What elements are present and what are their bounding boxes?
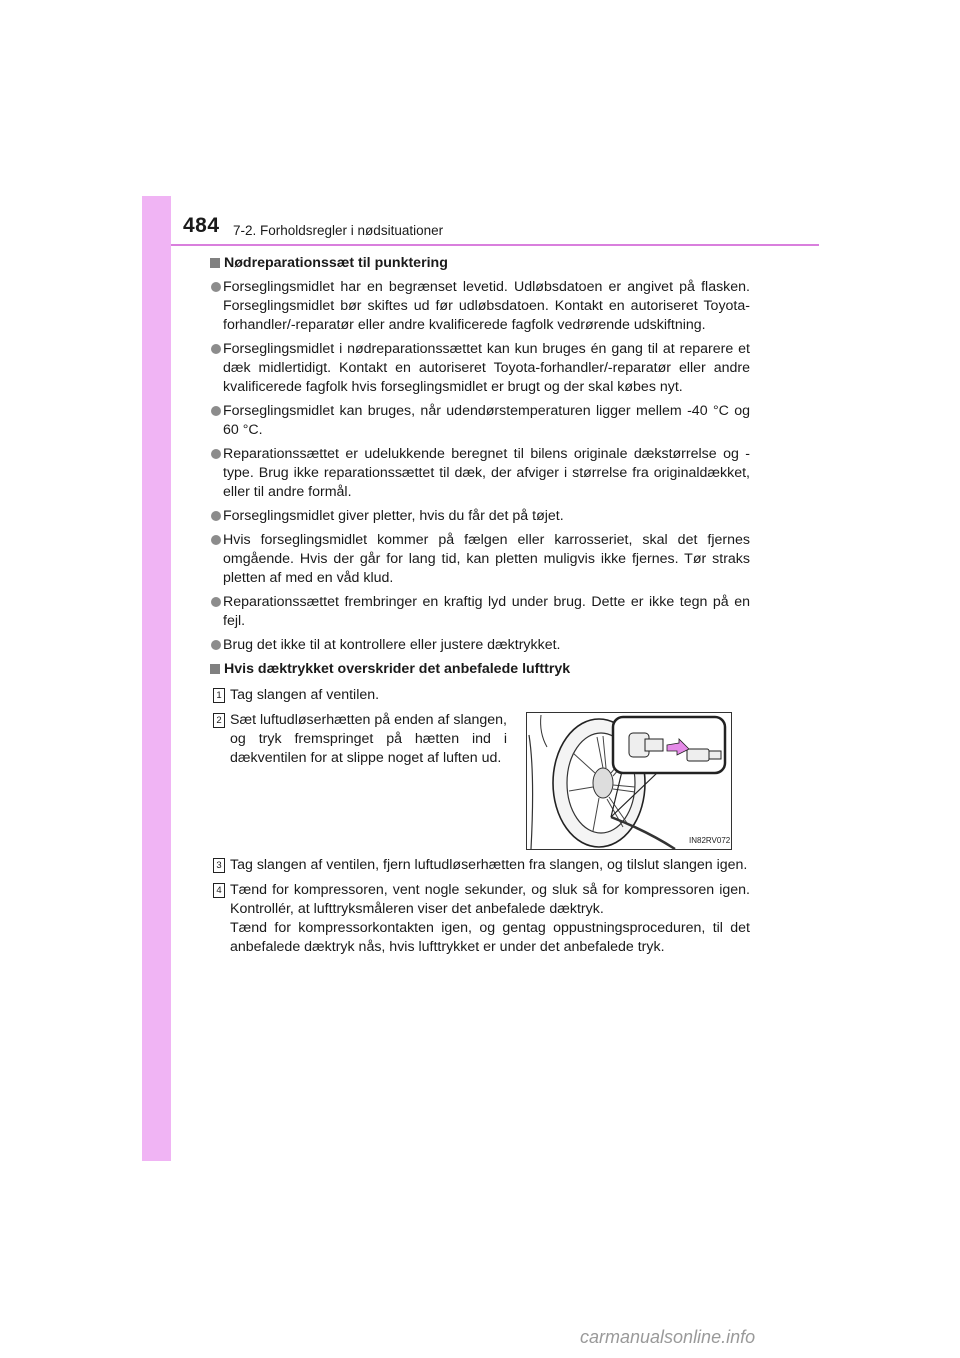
circle-bullet-icon	[211, 282, 221, 292]
circle-bullet-icon	[211, 640, 221, 650]
circle-bullet-icon	[211, 597, 221, 607]
step-item: 4 Tænd for kompressoren, vent nogle sekunder, og sluk så for kompressoren igen. Kontrollér, at lufttryksmåleren viser det anbefalede dæktryk. Tænd for kompressorkontakten igen, og gentag oppustningsproceduren, til det anbefalede dæktryk nås, hvis lufttrykket er under det anbefalede tryk.	[210, 881, 750, 957]
page-number: 484	[183, 214, 220, 237]
list-item: Forseglingsmidlet giver pletter, hvis du får det på tøjet.	[210, 507, 750, 526]
section-title: Hvis dæktrykket overskrider det anbefalede lufttryk	[210, 660, 750, 679]
circle-bullet-icon	[211, 535, 221, 545]
section-tab-band	[142, 196, 171, 1161]
step-number: 3	[213, 858, 225, 873]
running-header: 7-2. Forholdsregler i nødsituationer	[233, 223, 444, 238]
step-item: 2 Sæt luftudløserhætten på enden af slangen, og tryk fremspringet på hætten ind i dækventilen for at slippe noget af luften ud.	[210, 711, 507, 768]
circle-bullet-icon	[211, 449, 221, 459]
list-item: Forseglingsmidlet har en begrænset levetid. Udløbsdatoen er angivet på flasken. Forseglingsmidlet bør skiftes ud før udløbsdatoen. Kontakt en autoriseret Toyota-forhandler/-reparatør eller andre kvalificerede fagfolk vedrørende udskiftning.	[210, 278, 750, 335]
list-item: Reparationssættet frembringer en kraftig lyd under brug. Dette er ikke tegn på en fejl.	[210, 593, 750, 631]
circle-bullet-icon	[211, 406, 221, 416]
step-item: 1 Tag slangen af ventilen.	[210, 686, 750, 705]
square-bullet-icon	[210, 664, 220, 674]
step-number: 2	[213, 713, 225, 728]
square-bullet-icon	[210, 258, 220, 268]
page-content	[210, 254, 750, 963]
list-item: Reparationssættet er udelukkende beregnet til bilens originale dækstørrelse og -type. Brug ikke reparationssættet til dæk, der afviger i størrelse fra originaldækket, eller til andre formål.	[210, 445, 750, 502]
tire-valve-figure	[526, 712, 732, 850]
step-number: 4	[213, 883, 225, 898]
circle-bullet-icon	[211, 344, 221, 354]
list-item: Forseglingsmidlet kan bruges, når udendørstemperaturen ligger mellem -40 °C og 60 °C.	[210, 402, 750, 440]
list-item: Hvis forseglingsmidlet kommer på fælgen eller karrosseriet, skal det fjernes omgående. Hvis der går for lang tid, kan pletten muligvis ikke fjernes. Tør straks pletten af med en våd klud.	[210, 531, 750, 588]
step-number: 1	[213, 688, 225, 703]
header-rule	[171, 244, 819, 246]
circle-bullet-icon	[211, 511, 221, 521]
section-title: Nødreparationssæt til punktering	[210, 254, 750, 273]
tire-valve-deflation-icon	[527, 713, 731, 849]
watermark: carmanualsonline.info	[580, 1327, 756, 1347]
step-with-figure	[210, 711, 750, 850]
list-item: Forseglingsmidlet i nødreparationssættet kan kun bruges én gang til at reparere et dæk midlertidigt. Kontakt en autoriseret Toyota-forhandler/-reparatør eller andre kvalificerede fagfolk hvis forseglingsmidlet er brugt og der skal købes nyt.	[210, 340, 750, 397]
step-item: 3 Tag slangen af ventilen, fjern luftudløserhætten fra slangen, og tilslut slangen igen.	[210, 856, 750, 875]
list-item: Brug det ikke til at kontrollere eller justere dæktrykket.	[210, 636, 750, 655]
figure-code: IN82RV072	[689, 836, 731, 845]
